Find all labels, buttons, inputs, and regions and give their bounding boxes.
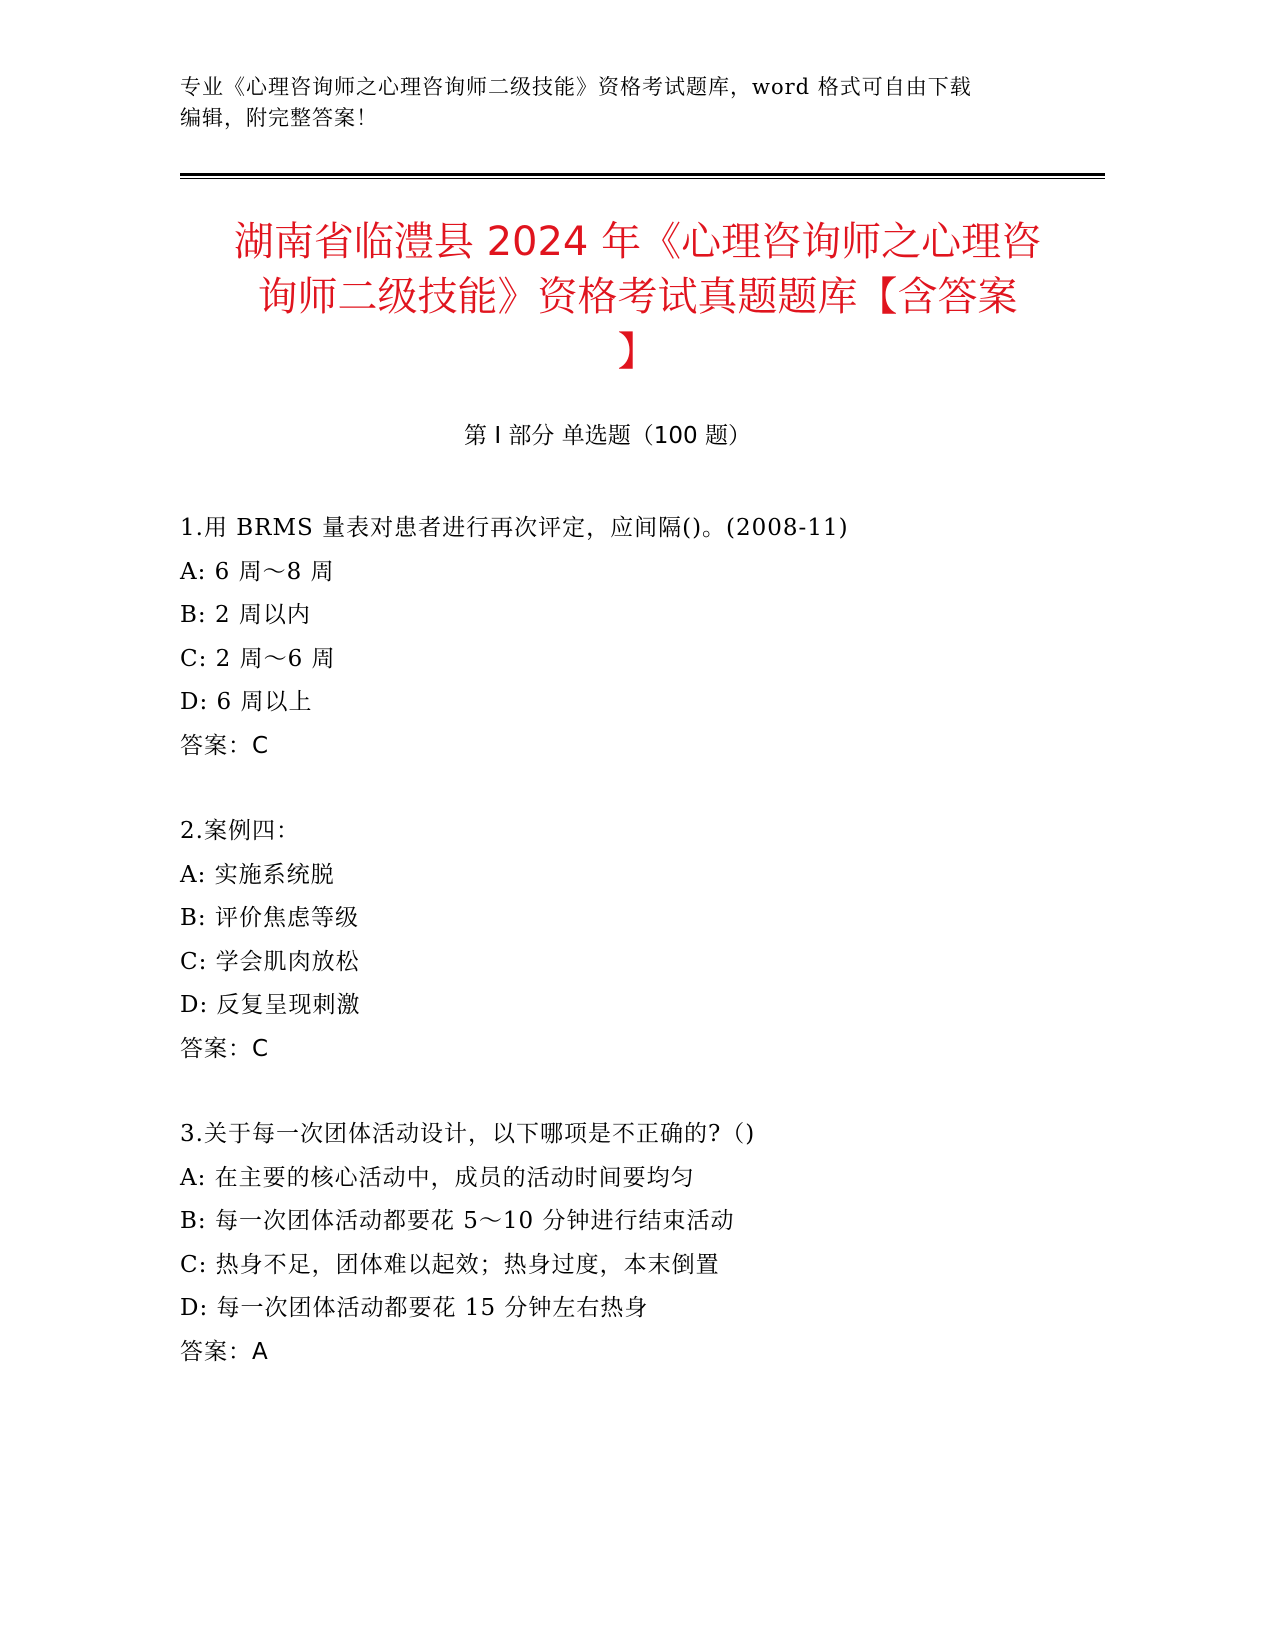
question-answer: 答案：C: [180, 732, 270, 759]
question-stem: 3.关于每一次团体活动设计，以下哪项是不正确的?（): [180, 1121, 756, 1147]
question-item: [180, 810, 1080, 1071]
header-divider-thick: [180, 173, 1105, 176]
question-option-d: D: 每一次团体活动都要花 15 分钟左右热身: [180, 1295, 649, 1321]
question-stem: 2.案例四：: [180, 818, 300, 844]
question-stem: 1.用 BRMS 量表对患者进行再次评定，应间隔()。(2008-11): [180, 515, 849, 541]
header-divider-thin: [180, 178, 1105, 179]
question-option-b: B: 2 周以内: [180, 602, 311, 628]
question-option-d: D: 6 周以上: [180, 689, 313, 715]
question-item: [180, 1113, 1080, 1374]
question-option-d: D: 反复呈现刺激: [180, 992, 361, 1018]
question-option-c: C: 学会肌肉放松: [180, 948, 360, 975]
question-option-b: B: 每一次团体活动都要花 5～10 分钟进行结束活动: [180, 1208, 735, 1234]
document-title-line-3: 】: [617, 329, 658, 375]
header-note-line-1: 专业《心理咨询师之心理咨询师二级技能》资格考试题库，word 格式可自由下载: [180, 75, 972, 99]
question-option-c: C: 2 周～6 周: [180, 645, 336, 672]
question-option-a: A: 6 周～8 周: [180, 558, 335, 585]
question-list: [180, 507, 1080, 1416]
section-title: 第 I 部分 单选题（100 题）: [464, 423, 751, 449]
header-note-line-2: 编辑，附完整答案！: [180, 106, 378, 130]
document-title-line-2: 询师二级技能》资格考试真题题库【含答案: [257, 274, 1018, 320]
question-option-b: B: 评价焦虑等级: [180, 905, 359, 931]
question-option-c: C: 热身不足，团体难以起效；热身过度，本末倒置: [180, 1251, 720, 1278]
question-option-a: A: 实施系统脱: [180, 861, 335, 888]
document-title: [170, 215, 1105, 380]
question-item: [180, 507, 1080, 768]
question-answer: 答案：C: [180, 1035, 270, 1062]
document-title-line-1: 湖南省临澧县 2024 年《心理咨询师之心理咨: [233, 219, 1042, 265]
question-option-a: A: 在主要的核心活动中，成员的活动时间要均匀: [180, 1164, 695, 1191]
question-answer: 答案：A: [180, 1338, 269, 1365]
header-note: [180, 72, 1080, 134]
